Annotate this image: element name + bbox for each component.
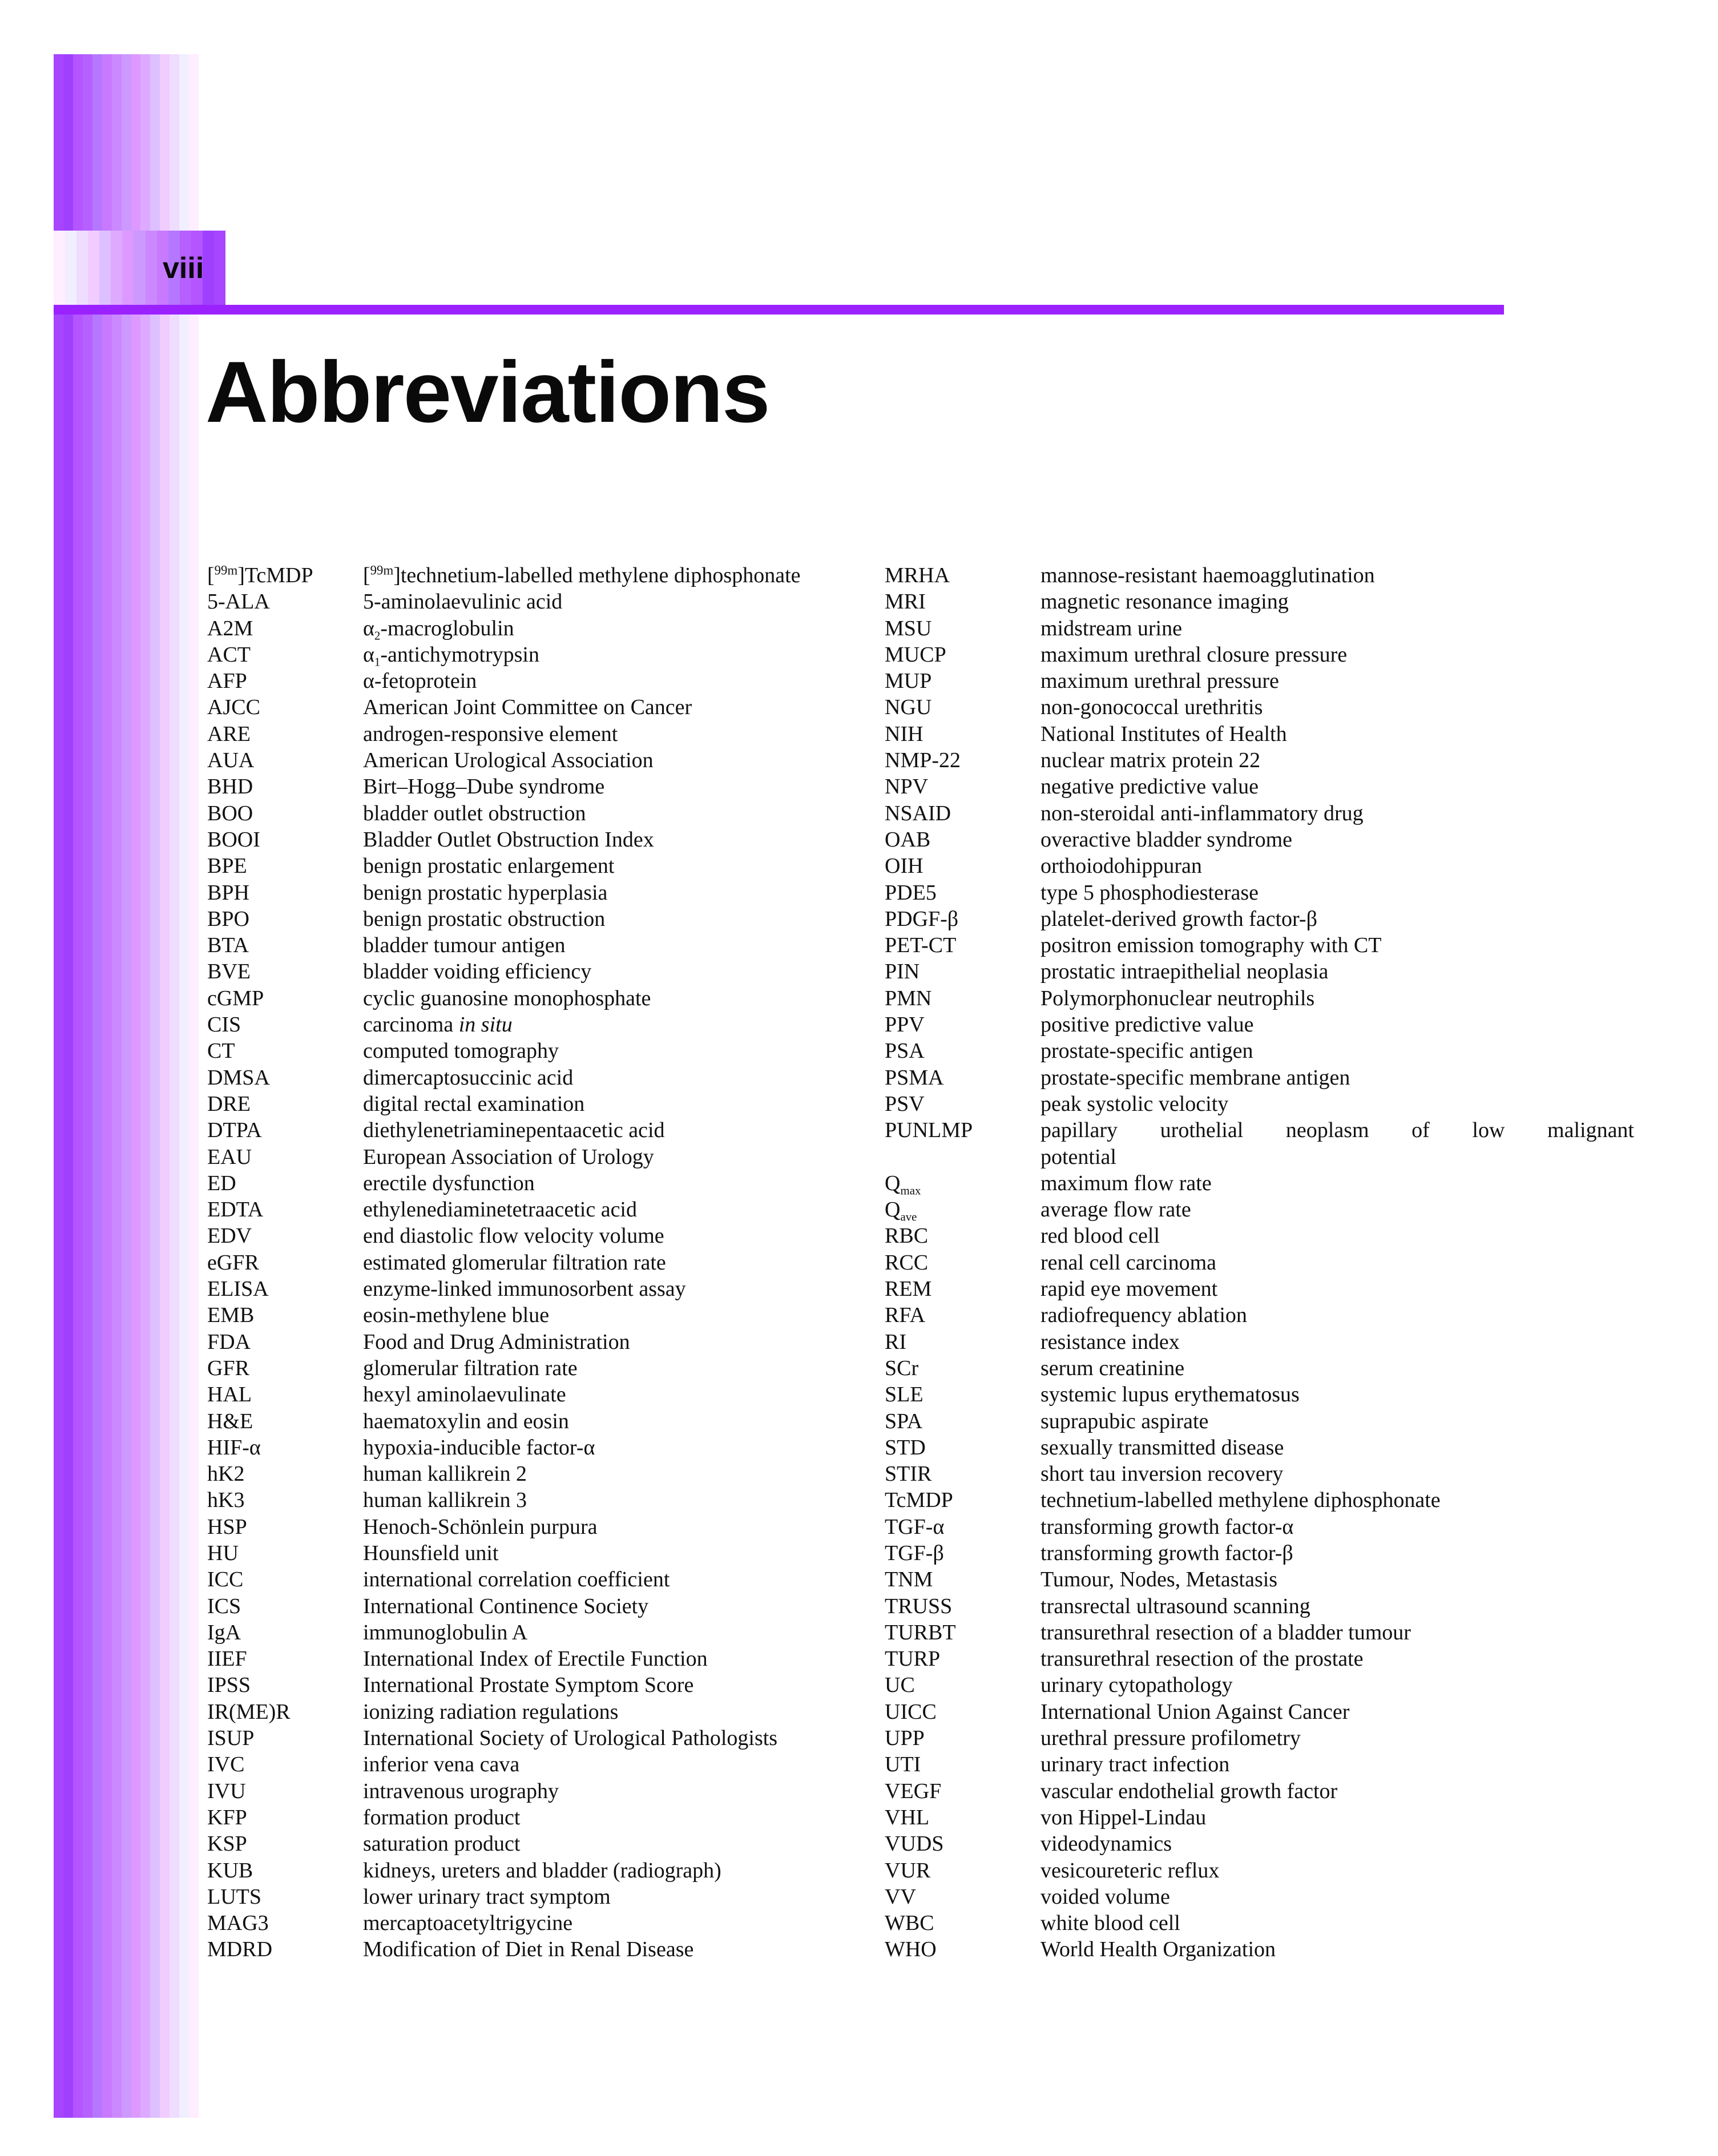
- stripe: [76, 231, 88, 306]
- stripe: [203, 231, 214, 306]
- definition: white blood cell: [1041, 1911, 1180, 1936]
- definition: World Health Organization: [1041, 1937, 1276, 1962]
- stripe: [92, 54, 102, 2118]
- abbreviation: WHO: [885, 1937, 937, 1962]
- definition: type 5 phosphodiesterase: [1041, 880, 1259, 905]
- definition: radiofrequency ablation: [1041, 1303, 1247, 1328]
- definition: transurethral resection of a bladder tumour: [1041, 1620, 1411, 1645]
- abbreviation: CIS: [207, 1013, 241, 1037]
- definition: mannose-resistant haemoagglutination: [1041, 563, 1375, 587]
- abbreviation: TNM: [885, 1567, 933, 1592]
- abbreviation: PDGF-β: [885, 906, 959, 931]
- abbreviation: H&E: [207, 1409, 253, 1433]
- definition: peak systolic velocity: [1041, 1091, 1229, 1116]
- text-segment: carcinoma: [363, 1013, 459, 1037]
- stripe: [88, 231, 99, 306]
- abbreviation: TURBT: [885, 1620, 956, 1645]
- definition: inferior vena cava: [363, 1752, 520, 1777]
- text-segment: Q: [885, 1171, 901, 1195]
- abbreviation: VEGF: [885, 1779, 942, 1803]
- definition: urinary cytopathology: [1041, 1673, 1233, 1698]
- abbreviation: MUCP: [885, 642, 946, 667]
- definition: International Prostate Symptom Score: [363, 1673, 694, 1698]
- definition: human kallikrein 2: [363, 1462, 527, 1486]
- text-segment: -macroglobulin: [380, 616, 514, 640]
- definition: cyclic guanosine monophosphate: [363, 986, 651, 1010]
- abbreviation: DRE: [207, 1091, 251, 1116]
- stripe: [134, 231, 145, 306]
- page-title: Abbreviations: [205, 344, 769, 441]
- definition: international correlation coefficient: [363, 1567, 670, 1592]
- abbreviation: TURP: [885, 1647, 941, 1671]
- abbreviation: EMB: [207, 1303, 255, 1328]
- definition: International Index of Erectile Function: [363, 1647, 708, 1671]
- abbreviation: UC: [885, 1673, 915, 1698]
- stripe: [83, 54, 92, 2118]
- abbreviation: TRUSS: [885, 1594, 953, 1618]
- definition: intravenous urography: [363, 1779, 559, 1803]
- definition: bladder voiding efficiency: [363, 960, 592, 984]
- definition: benign prostatic hyperplasia: [363, 880, 608, 905]
- stripe: [54, 54, 63, 2118]
- definition: resistance index: [1041, 1329, 1180, 1354]
- abbreviation: HIF-α: [207, 1435, 261, 1460]
- abbreviation: EAU: [207, 1145, 252, 1169]
- abbreviation: DMSA: [207, 1065, 270, 1090]
- abbreviation: PSMA: [885, 1065, 944, 1090]
- stripe: [122, 231, 134, 306]
- abbreviation: 5-ALA: [207, 590, 270, 614]
- abbreviation: hK2: [207, 1462, 245, 1486]
- abbreviation: RI: [885, 1329, 906, 1354]
- abbreviation: NIH: [885, 722, 923, 746]
- abbreviation: CT: [207, 1039, 235, 1063]
- abbreviation: MRI: [885, 590, 926, 614]
- abbreviation: BOOI: [207, 827, 260, 852]
- abbreviation: BTA: [207, 933, 249, 958]
- definition: Polymorphonuclear neutrophils: [1041, 986, 1315, 1010]
- definition: prostate-specific antigen: [1041, 1039, 1253, 1063]
- abbreviation: BPO: [207, 906, 249, 931]
- definition: European Association of Urology: [363, 1145, 654, 1169]
- abbreviation: STD: [885, 1435, 926, 1460]
- definition: non-steroidal anti-inflammatory drug: [1041, 801, 1364, 825]
- abbreviation: MSU: [885, 616, 932, 640]
- definition: digital rectal examination: [363, 1091, 585, 1116]
- definition: voided volume: [1041, 1884, 1170, 1909]
- definition: human kallikrein 3: [363, 1488, 527, 1513]
- definition: Modification of Diet in Renal Disease: [363, 1937, 694, 1962]
- abbreviation: PDE5: [885, 880, 937, 905]
- abbreviation: ACT: [207, 642, 251, 667]
- abbreviation: TGF-α: [885, 1514, 945, 1539]
- abbreviation: MRHA: [885, 563, 950, 587]
- definition: American Urological Association: [363, 748, 654, 773]
- abbreviation: TcMDP: [885, 1488, 953, 1513]
- text-segment: -antichymotrypsin: [380, 642, 539, 667]
- abbreviation: ELISA: [207, 1277, 269, 1301]
- definition: bladder outlet obstruction: [363, 801, 586, 825]
- abbreviation: A2M: [207, 616, 253, 640]
- definition: International Society of Urological Pathologists: [363, 1726, 778, 1751]
- definition: short tau inversion recovery: [1041, 1462, 1284, 1486]
- definition: hypoxia-inducible factor-α: [363, 1435, 595, 1460]
- abbreviation: KFP: [207, 1805, 247, 1829]
- abbreviation: PSV: [885, 1091, 925, 1116]
- abbreviation: RBC: [885, 1224, 929, 1248]
- definition: National Institutes of Health: [1041, 722, 1287, 746]
- abbreviation: eGFR: [207, 1250, 259, 1275]
- definition: Birt–Hogg–Dube syndrome: [363, 775, 605, 799]
- definition: negative predictive value: [1041, 775, 1259, 799]
- definition: enzyme-linked immunosorbent assay: [363, 1277, 686, 1301]
- definition: 5-aminolaevulinic acid: [363, 590, 563, 614]
- definition: formation product: [363, 1805, 521, 1829]
- abbreviation: [207, 562, 313, 589]
- definition: Food and Drug Administration: [363, 1329, 630, 1354]
- definition: transforming growth factor-α: [1041, 1514, 1294, 1539]
- definition: serum creatinine: [1041, 1356, 1185, 1380]
- definition: kidneys, ureters and bladder (radiograph): [363, 1858, 721, 1883]
- abbreviation: MUP: [885, 669, 932, 694]
- definition: urinary tract infection: [1041, 1752, 1230, 1777]
- definition: ionizing radiation regulations: [363, 1699, 619, 1724]
- text-segment: α: [363, 616, 374, 640]
- definition: maximum urethral closure pressure: [1041, 642, 1348, 667]
- definition: International Union Against Cancer: [1041, 1699, 1350, 1724]
- stripe: [170, 54, 179, 2118]
- abbreviation: IR(ME)R: [207, 1699, 291, 1724]
- definition: papillary urothelial neoplasm of low malignant: [1041, 1118, 1634, 1143]
- sidebar-gradient-strip: [54, 54, 199, 2118]
- abbreviation: BVE: [207, 960, 251, 984]
- abbreviation: [885, 1196, 917, 1223]
- definition: prostatic intraepithelial neoplasia: [1041, 960, 1329, 984]
- abbreviation: OAB: [885, 827, 931, 852]
- stripe: [102, 54, 112, 2118]
- abbreviation: [885, 1170, 921, 1196]
- abbreviation: NPV: [885, 775, 929, 799]
- definition: [363, 642, 539, 668]
- definition: diethylenetriaminepentaacetic acid: [363, 1118, 665, 1143]
- definition: red blood cell: [1041, 1224, 1160, 1248]
- abbreviation: ICS: [207, 1594, 241, 1618]
- definition: platelet-derived growth factor-β: [1041, 906, 1317, 931]
- definition: technetium-labelled methylene diphosphonate: [1041, 1488, 1441, 1513]
- abbreviation: BPE: [207, 854, 247, 878]
- abbreviation: UTI: [885, 1752, 921, 1777]
- abbreviation: ED: [207, 1171, 236, 1195]
- definition: benign prostatic enlargement: [363, 854, 615, 878]
- stripe: [63, 54, 73, 2118]
- stripe: [189, 54, 199, 2118]
- text-segment: max: [900, 1183, 921, 1198]
- definition: positive predictive value: [1041, 1013, 1254, 1037]
- text-segment: Q: [885, 1198, 901, 1222]
- definition: benign prostatic obstruction: [363, 906, 606, 931]
- abbreviation: AFP: [207, 669, 247, 694]
- definition: transforming growth factor-β: [1041, 1541, 1293, 1565]
- text-segment: 99m: [214, 563, 238, 578]
- stripe: [111, 231, 122, 306]
- definition: videodynamics: [1041, 1832, 1172, 1856]
- definition: magnetic resonance imaging: [1041, 590, 1289, 614]
- abbreviation: NSAID: [885, 801, 951, 825]
- abbreviation: KUB: [207, 1858, 253, 1883]
- stripe: [214, 231, 225, 306]
- text-segment: 2: [374, 628, 381, 642]
- abbreviation: EDV: [207, 1224, 252, 1248]
- stripe: [65, 231, 76, 306]
- abbreviation: NGU: [885, 695, 932, 720]
- definition: maximum urethral pressure: [1041, 669, 1279, 694]
- stripe: [140, 54, 150, 2118]
- definition: urethral pressure profilometry: [1041, 1726, 1301, 1751]
- definition: end diastolic flow velocity volume: [363, 1224, 664, 1248]
- stripe: [131, 54, 141, 2118]
- abbreviation: PET-CT: [885, 933, 957, 958]
- abbreviation: GFR: [207, 1356, 249, 1380]
- stripe: [150, 54, 160, 2118]
- abbreviation: UICC: [885, 1699, 937, 1724]
- stripe: [99, 231, 111, 306]
- abbreviation: EDTA: [207, 1198, 264, 1222]
- text-segment: ]technetium-labelled methylene diphosphonate: [393, 563, 801, 587]
- abbreviation: LUTS: [207, 1884, 261, 1909]
- text-segment: α: [363, 642, 374, 667]
- stripe: [179, 54, 189, 2118]
- definition: saturation product: [363, 1832, 521, 1856]
- stripe: [54, 231, 65, 306]
- definition: systemic lupus erythematosus: [1041, 1383, 1300, 1407]
- abbreviation: hK3: [207, 1488, 245, 1513]
- abbreviation: OIH: [885, 854, 923, 878]
- text-segment: [: [363, 563, 370, 587]
- definition: Henoch-Schönlein purpura: [363, 1514, 598, 1539]
- definition: ethylenediaminetetraacetic acid: [363, 1198, 637, 1222]
- definition: glomerular filtration rate: [363, 1356, 578, 1380]
- text-segment: 99m: [370, 563, 394, 578]
- abbreviation: MDRD: [207, 1937, 273, 1962]
- definition: Tumour, Nodes, Metastasis: [1041, 1567, 1278, 1592]
- abbreviation: VUR: [885, 1858, 931, 1883]
- definition: androgen-responsive element: [363, 722, 618, 746]
- abbreviation: RCC: [885, 1250, 929, 1275]
- abbreviation: STIR: [885, 1462, 932, 1486]
- abbreviation: IVC: [207, 1752, 245, 1777]
- definition: suprapubic aspirate: [1041, 1409, 1209, 1433]
- abbreviation: HAL: [207, 1383, 252, 1407]
- abbreviation: WBC: [885, 1911, 934, 1936]
- definition: vascular endothelial growth factor: [1041, 1779, 1338, 1803]
- definition: erectile dysfunction: [363, 1171, 535, 1195]
- definition: vesicoureteric reflux: [1041, 1858, 1220, 1883]
- definition: [363, 562, 801, 589]
- abbreviation: IIEF: [207, 1647, 247, 1671]
- page-number: viii: [163, 252, 204, 285]
- abbreviation: IVU: [207, 1779, 246, 1803]
- definition: estimated glomerular filtration rate: [363, 1250, 666, 1275]
- definition: potential: [1041, 1145, 1116, 1169]
- definition: transurethral resection of the prostate: [1041, 1647, 1364, 1671]
- abbreviation: BOO: [207, 801, 253, 825]
- definition: nuclear matrix protein 22: [1041, 748, 1261, 773]
- stripe: [73, 54, 83, 2118]
- abbreviation: IPSS: [207, 1673, 251, 1698]
- abbreviation: HSP: [207, 1514, 247, 1539]
- abbreviation: AUA: [207, 748, 255, 773]
- text-segment: 1: [374, 655, 381, 669]
- abbreviation: UPP: [885, 1726, 925, 1751]
- abbreviation: HU: [207, 1541, 239, 1565]
- abbreviation: VV: [885, 1884, 916, 1909]
- text-segment: in situ: [458, 1013, 513, 1037]
- definition: hexyl aminolaevulinate: [363, 1383, 566, 1407]
- definition: renal cell carcinoma: [1041, 1250, 1217, 1275]
- abbreviation: PSA: [885, 1039, 925, 1063]
- definition: von Hippel-Lindau: [1041, 1805, 1207, 1829]
- text-segment: ave: [900, 1210, 917, 1224]
- abbreviation: ICC: [207, 1567, 244, 1592]
- definition: mercaptoacetyltrigycine: [363, 1911, 573, 1936]
- abbreviation: SLE: [885, 1383, 923, 1407]
- abbreviation: RFA: [885, 1303, 926, 1328]
- definition: midstream urine: [1041, 616, 1182, 640]
- header-rule: [54, 305, 1504, 315]
- abbreviation: MAG3: [207, 1911, 269, 1936]
- abbreviation: NMP-22: [885, 748, 961, 773]
- definition: eosin-methylene blue: [363, 1303, 550, 1328]
- definition: lower urinary tract symptom: [363, 1884, 611, 1909]
- definition: positron emission tomography with CT: [1041, 933, 1382, 958]
- abbreviation: VUDS: [885, 1832, 944, 1856]
- abbreviation: cGMP: [207, 986, 264, 1010]
- abbreviation: PUNLMP: [885, 1118, 973, 1143]
- abbreviation: SPA: [885, 1409, 923, 1433]
- definition: maximum flow rate: [1041, 1171, 1212, 1195]
- abbreviation: SCr: [885, 1356, 919, 1380]
- definition: transrectal ultrasound scanning: [1041, 1594, 1310, 1618]
- abbreviation: VHL: [885, 1805, 930, 1829]
- definition: haematoxylin and eosin: [363, 1409, 569, 1433]
- text-segment: [: [207, 563, 215, 587]
- abbreviation: TGF-β: [885, 1541, 944, 1565]
- definition: prostate-specific membrane antigen: [1041, 1065, 1350, 1090]
- stripe: [122, 54, 131, 2118]
- definition: immunoglobulin A: [363, 1620, 528, 1645]
- definition: orthoiodohippuran: [1041, 854, 1202, 878]
- definition: Hounsfield unit: [363, 1541, 499, 1565]
- abbreviation: KSP: [207, 1832, 247, 1856]
- definition: α-fetoprotein: [363, 669, 477, 694]
- definition: bladder tumour antigen: [363, 933, 566, 958]
- definition: American Joint Committee on Cancer: [363, 695, 692, 720]
- abbreviation: PPV: [885, 1013, 925, 1037]
- definition: [363, 615, 514, 642]
- abbreviation: BPH: [207, 880, 249, 905]
- definition: computed tomography: [363, 1039, 559, 1063]
- definition: Bladder Outlet Obstruction Index: [363, 827, 654, 852]
- stripe: [112, 54, 122, 2118]
- definition: non-gonococcal urethritis: [1041, 695, 1263, 720]
- abbreviation: ARE: [207, 722, 251, 746]
- abbreviation: IgA: [207, 1620, 241, 1645]
- abbreviation: AJCC: [207, 695, 260, 720]
- abbreviation: REM: [885, 1277, 932, 1301]
- definition: average flow rate: [1041, 1198, 1191, 1222]
- text-segment: ]TcMDP: [237, 563, 313, 587]
- stripe: [160, 54, 170, 2118]
- abbreviation: FDA: [207, 1329, 251, 1354]
- abbreviation: BHD: [207, 775, 253, 799]
- definition: [363, 1011, 513, 1038]
- abbreviation: PMN: [885, 986, 932, 1010]
- abbreviation: PIN: [885, 960, 920, 984]
- stripe: [146, 231, 157, 306]
- definition: overactive bladder syndrome: [1041, 827, 1293, 852]
- definition: rapid eye movement: [1041, 1277, 1218, 1301]
- abbreviation: DTPA: [207, 1118, 262, 1143]
- abbreviation: ISUP: [207, 1726, 255, 1751]
- definition: sexually transmitted disease: [1041, 1435, 1284, 1460]
- definition: dimercaptosuccinic acid: [363, 1065, 574, 1090]
- definition: International Continence Society: [363, 1594, 649, 1618]
